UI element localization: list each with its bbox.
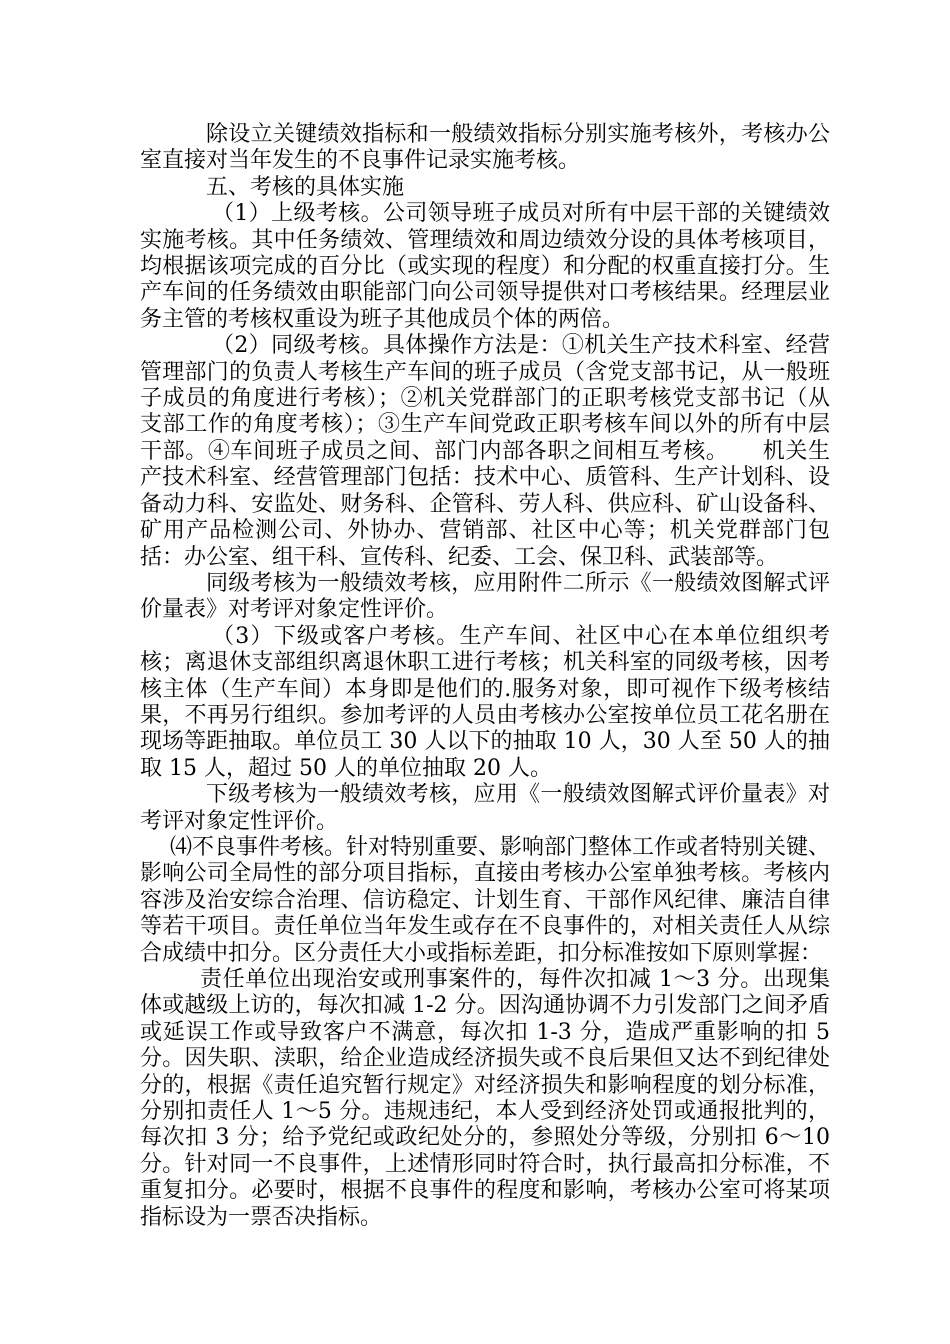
paragraph-subordinate-review-note: 下级考核为一般绩效考核，应用《一般绩效图解式评价量表》对考评对象定性评价。 [140, 782, 830, 834]
section-heading: 五、考核的具体实施 [206, 174, 405, 200]
paragraph-peer-review: （2）同级考核。具体操作方法是：①机关生产技术科室、经营管理部门的负责人考核生产车间的班子成员（含党支部书记，从一般班子成员的角度进行考核）；②机关党群部门的正职考核党支部书记（从支部工作的角度考核）；③生产车间党政正职考核车间以外的所有中层干部。④车间班子成员之间、部门内部各职之间相互考核。 机关生产技术科室、经营管理部门包括：技术中心、质管科、生产计划科、设备动力科、安监处、财务科、企管科、劳人科、供应科、矿山设备科、矿用产品检测公司、外协办、营销部、社区中心等；机关党群部门包括：办公室、组干科、宣传科、纪委、工会、保卫科、武装部等。 [140, 333, 830, 570]
paragraph-superior-review: （1）上级考核。公司领导班子成员对所有中层干部的关键绩效实施考核。其中任务绩效、管理绩效和周边绩效分设的具体考核项目，均根据该项完成的百分比（或实现的程度）和分配的权重直接打分。生产车间的任务绩效由职能部门向公司领导提供对口考核结果。经理层业务主管的考核权重设为班子其他成员个体的两倍。 [140, 201, 830, 332]
paragraph-peer-review-note: 同级考核为一般绩效考核，应用附件二所示《一般绩效图解式评价量表》对考评对象定性评价。 [140, 570, 830, 623]
document-body [140, 122, 830, 1231]
paragraph-deduction-rules: 责任单位出现治安或刑事案件的，每件次扣减 1～3 分。出现集体或越级上访的，每次扣减 1-2 分。因沟通协调不力引发部门之间矛盾或延误工作或导致客户不满意，每次扣 1-3 分，造成严重影响的扣 5 分。因失职、渎职，给企业造成经济损失或不良后果但又达不到纪律处分的，根据《责任追究暂行规定》对经济损失和影响程度的划分标准，分别扣责任人 1～5 分。违规违纪，本人受到经济处罚或通报批判的，每次扣 3 分；给予党纪或政纪处分的，参照处分等级，分别扣 6～10 分。针对同一不良事件，上述情形同时符合时，执行最高扣分标准，不重复扣分。必要时，根据不良事件的程度和影响，考核办公室可将某项指标设为一票否决指标。 [140, 967, 830, 1230]
paragraph-subordinate-review: （3）下级或客户考核。生产车间、社区中心在本单位组织考核；离退休支部组织离退休职工进行考核；机关科室的同级考核，因考核主体（生产车间）本身即是他们的.服务对象，即可视作下级考核结果，不再另行组织。参加考评的人员由考核办公室按单位员工花名册在现场等距抽取。单位员工 30 人以下的抽取 10 人，30 人至 50 人的抽取 15 人，超过 50 人的单位抽取 20 人。 [140, 623, 830, 781]
paragraph-adverse-event-review: ⑷不良事件考核。针对特别重要、影响部门整体工作或者特别关键、影响公司全局性的部分项目指标，直接由考核办公室单独考核。考核内容涉及治安综合治理、信访稳定、计划生育、干部作风纪律、廉洁自律等若干项目。责任单位当年发生或存在不良事件的，对相关责任人从综合成绩中扣分。区分责任大小或指标差距，扣分标准按如下原则掌握： [140, 834, 831, 966]
paragraph-intro: 除设立关键绩效指标和一般绩效指标分别实施考核外，考核办公室直接对当年发生的不良事件记录实施考核。 [140, 122, 830, 174]
